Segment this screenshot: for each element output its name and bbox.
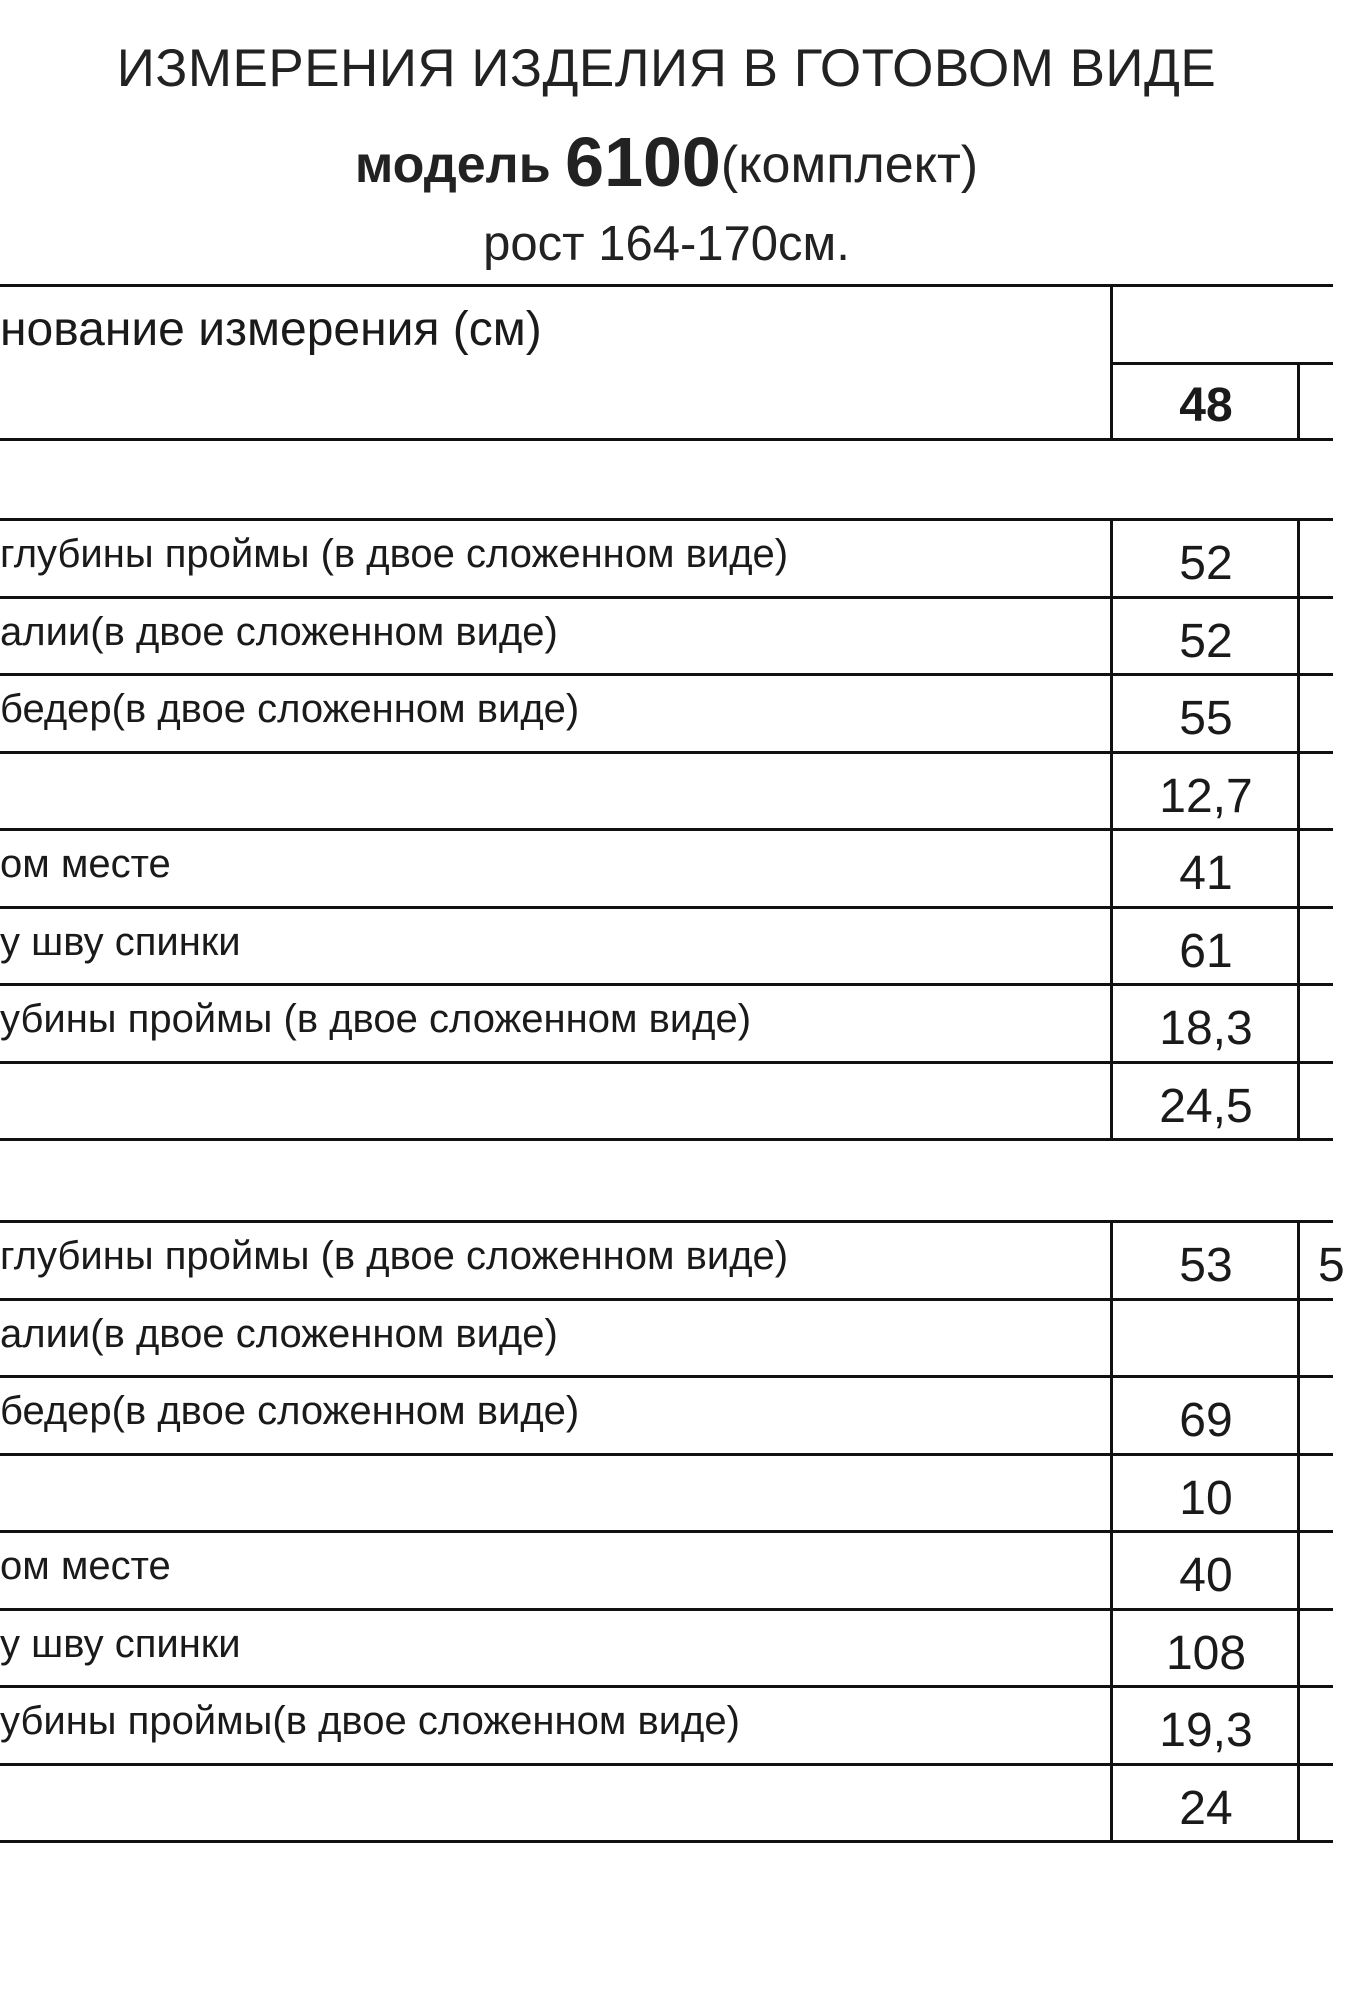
section1-value: 52 [1179, 537, 1233, 590]
header-top-rule [0, 284, 1333, 287]
section2-value: 19,3 [1159, 1704, 1253, 1757]
section1-value: 61 [1179, 924, 1233, 978]
section1-value: 52 [1179, 614, 1233, 668]
section1-label: убины проймы (в двое сложенном виде) [0, 997, 752, 1041]
section2-row-rule [0, 1298, 1333, 1301]
section2-label: алии(в двое сложенном виде) [0, 1311, 558, 1356]
section1-row-rule [0, 1061, 1333, 1064]
section1-row-rule [0, 983, 1333, 986]
section2-row-rule [0, 1608, 1333, 1611]
section1-value: 24,5 [1159, 1079, 1253, 1133]
section2-label: бедер(в двое сложенном виде) [0, 1389, 580, 1433]
section2-row-rule [0, 1763, 1333, 1766]
section1-value: 41 [1179, 847, 1233, 900]
model-suffix: (комплект) [720, 136, 979, 194]
model-prefix: модель [354, 136, 551, 194]
section1-row-rule [0, 596, 1333, 599]
section1-label: алии(в двое сложенном виде) [0, 609, 558, 654]
section2-row-rule [0, 1530, 1333, 1533]
section2-value: 24 [1179, 1781, 1233, 1835]
section2-row-rule [0, 1453, 1333, 1456]
model-line [0, 118, 1333, 201]
section1-value: 12,7 [1159, 769, 1253, 823]
section1-row-rule [0, 673, 1333, 676]
section2-partial-value: 5 [1318, 1239, 1345, 1292]
document-title: ИЗМЕРЕНИЯ ИЗДЕЛИЯ В ГОТОВОМ ВИДЕ [116, 39, 1217, 98]
section1-label: глубины проймы (в двое сложенном виде) [0, 532, 789, 576]
section2-value: 40 [1179, 1549, 1233, 1602]
section1-label: ом месте [0, 842, 171, 886]
section1-value: 18,3 [1159, 1002, 1253, 1055]
section1-row-rule [0, 906, 1333, 909]
section2-value: 53 [1179, 1239, 1233, 1292]
header-bottom-rule [0, 438, 1333, 441]
height-note: рост 164-170см. [483, 217, 850, 271]
model-number: 6100 [565, 123, 721, 201]
section1-row-rule [0, 751, 1333, 754]
section2-label: у шву спинки [0, 1621, 241, 1666]
section1-label: бедер(в двое сложенном виде) [0, 687, 580, 731]
section2-label: убины проймы(в двое сложенном виде) [0, 1699, 740, 1743]
section2-row-rule [0, 1840, 1333, 1843]
size-header: 48 [1179, 379, 1233, 432]
section2-label: глубины проймы (в двое сложенном виде) [0, 1234, 789, 1278]
section2-row-rule [0, 1375, 1333, 1378]
section1-row-rule [0, 1138, 1333, 1141]
section2-label: ом месте [0, 1544, 171, 1588]
section2-value: 108 [1165, 1626, 1247, 1680]
section2-row-rule [0, 1685, 1333, 1688]
header-label: нование измерения (см) [0, 303, 542, 356]
section1-value: 55 [1179, 692, 1233, 745]
section1-row-rule [0, 828, 1333, 831]
section1-label: у шву спинки [0, 919, 241, 964]
section2-value: 10 [1179, 1471, 1233, 1525]
section1-row-rule [0, 518, 1333, 521]
section2-row-rule [0, 1220, 1333, 1223]
section2-value: 69 [1179, 1394, 1233, 1447]
